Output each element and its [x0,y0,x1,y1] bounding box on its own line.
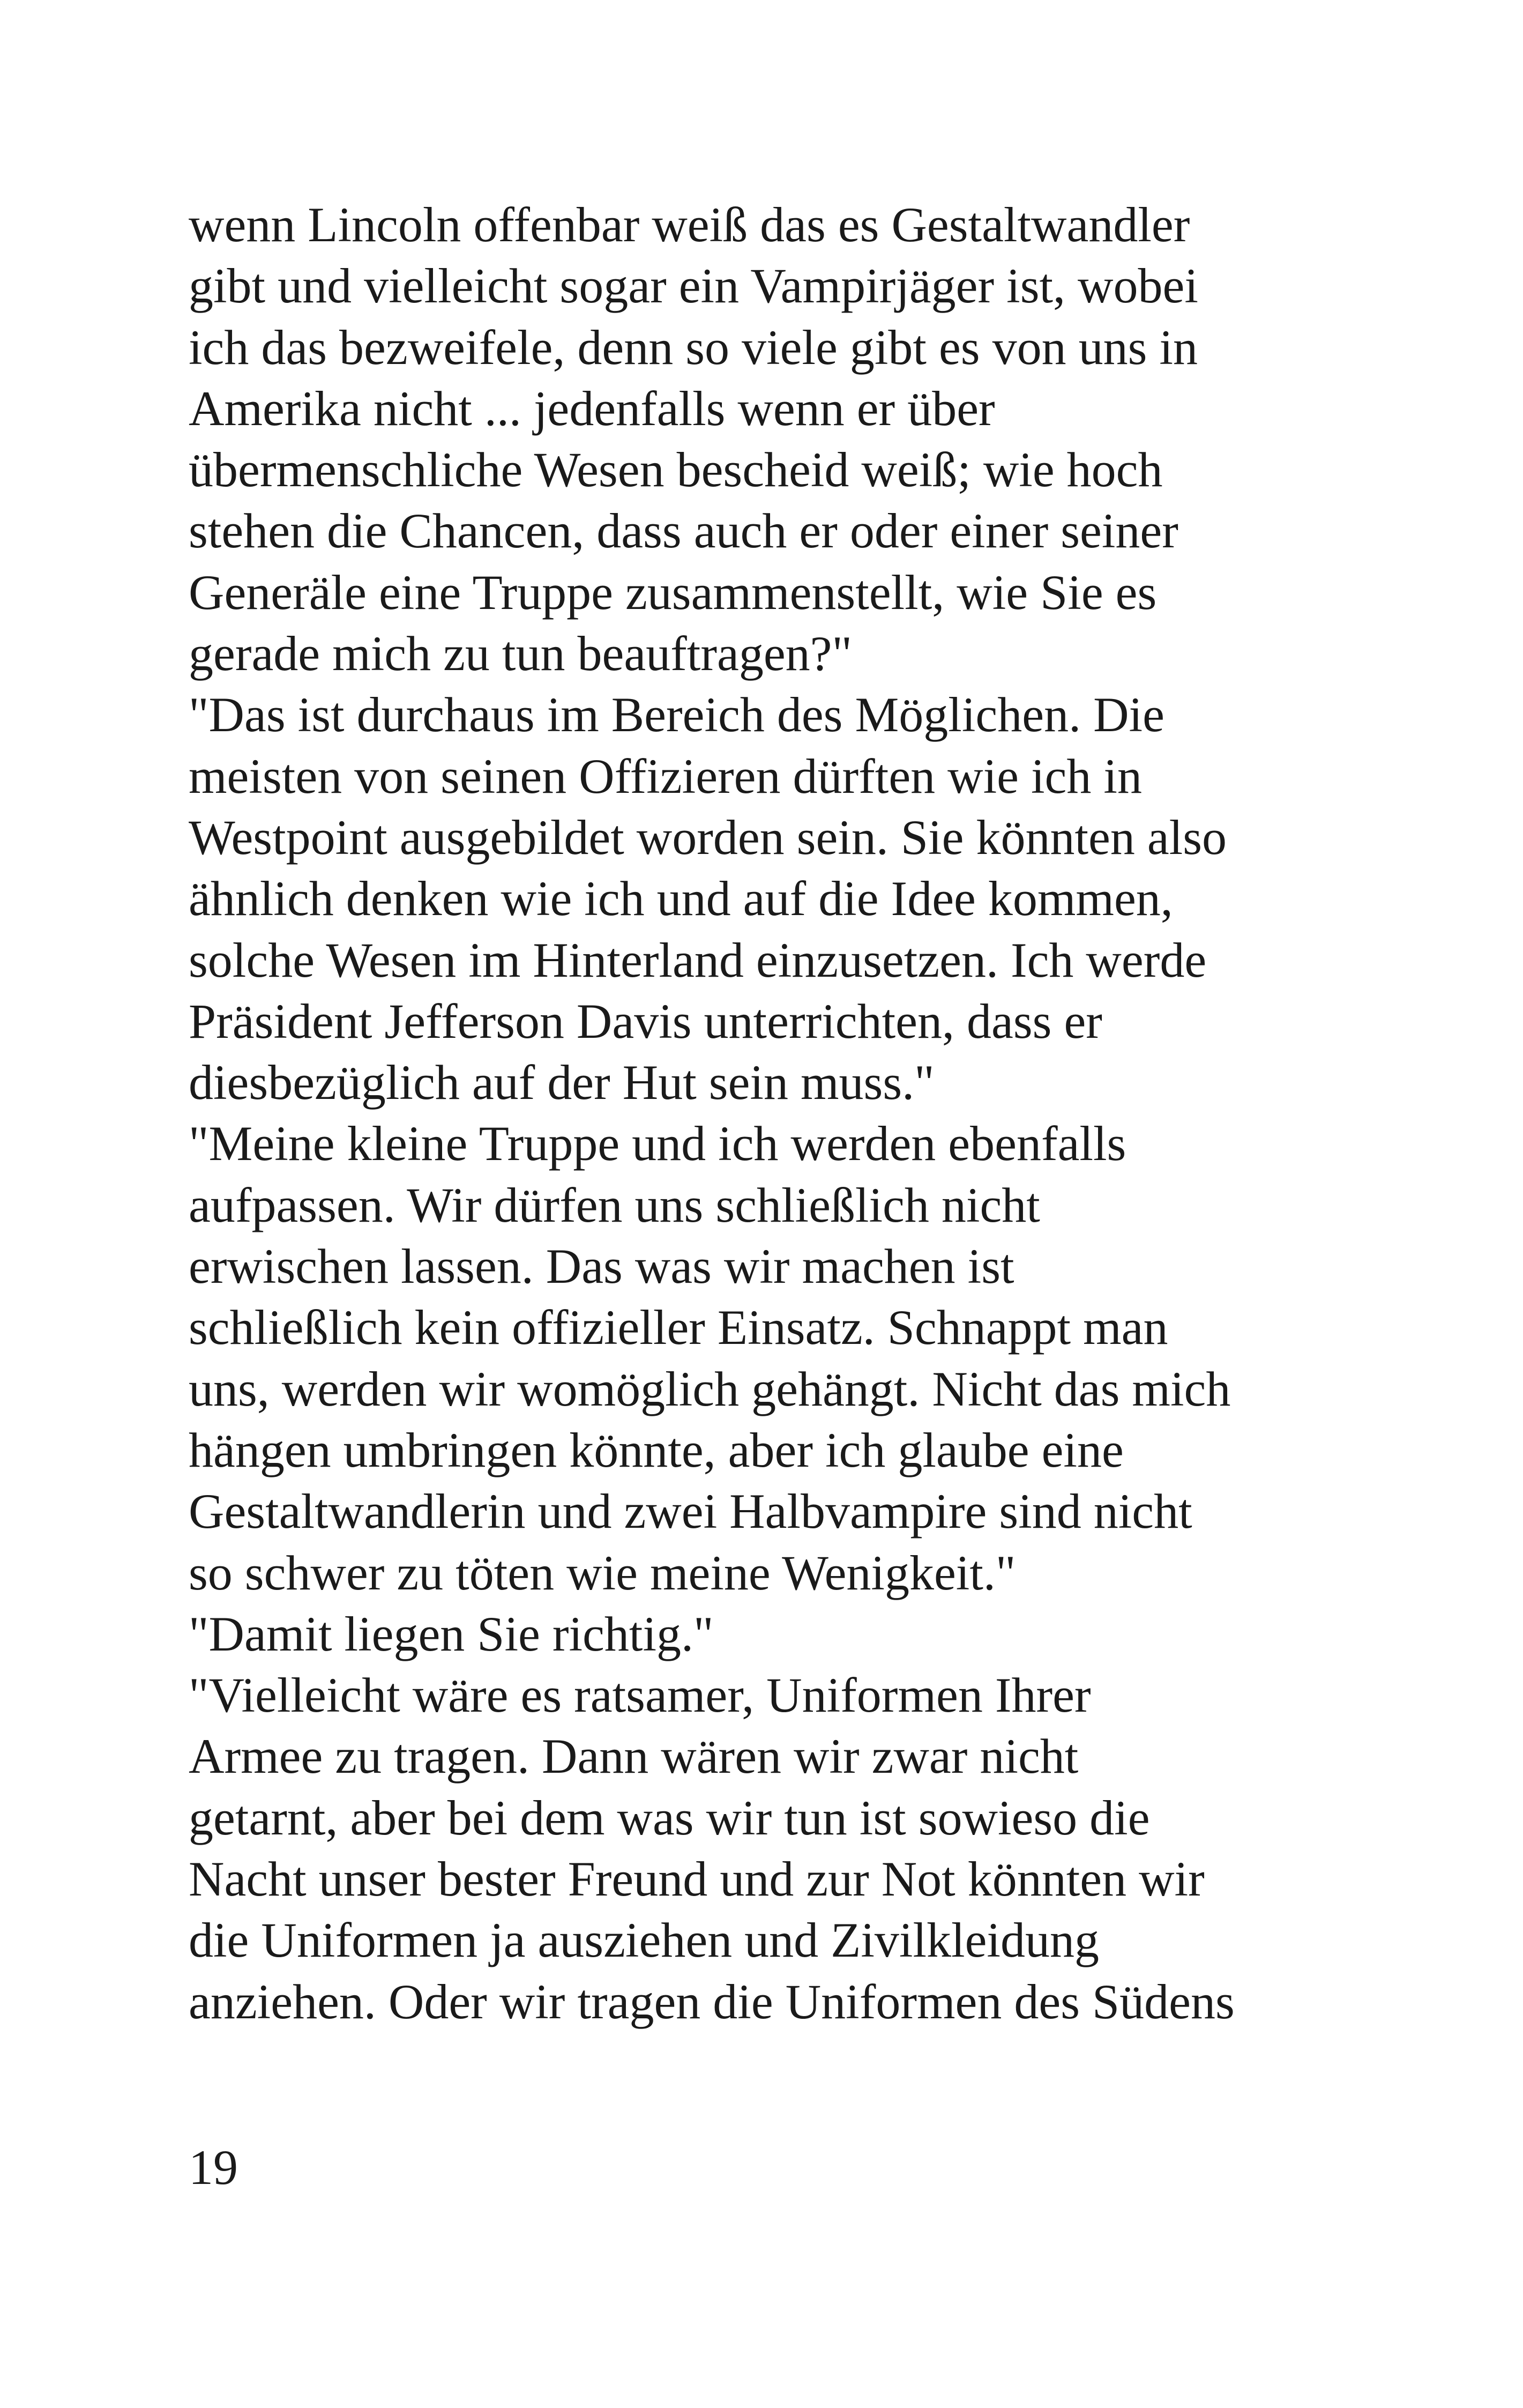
text-line: gibt und vielleicht sogar ein Vampirjäger ist, wobei [189,258,1198,314]
text-line: übermenschliche Wesen bescheid weiß; wie hoch [189,442,1163,497]
text-line: anziehen. Oder wir tragen die Uniformen des Südens [189,1974,1235,2029]
text-line: uns, werden wir womöglich gehängt. Nicht das mich [189,1361,1231,1416]
text-line: gerade mich zu tun beauftragen?" [189,626,853,681]
text-line: so schwer zu töten wie meine Wenigkeit." [189,1545,1016,1600]
text-line: getarnt, aber bei dem was wir tun ist sowieso die [189,1790,1150,1845]
text-line: "Meine kleine Truppe und ich werden ebenfalls [189,1116,1126,1171]
text-line: hängen umbringen könnte, aber ich glaube eine [189,1422,1124,1477]
text-line: solche Wesen im Hinterland einzusetzen. Ich werde [189,932,1207,987]
text-line: aufpassen. Wir dürfen uns schließlich nicht [189,1177,1040,1232]
text-line: "Vielleicht wäre es ratsamer, Uniformen Ihrer [189,1668,1091,1723]
text-line: "Damit liegen Sie richtig." [189,1606,714,1661]
text-line: wenn Lincoln offenbar weiß das es Gestaltwandler [189,197,1190,252]
text-line: "Das ist durchaus im Bereich des Möglichen. Die [189,687,1164,742]
text-line: diesbezüglich auf der Hut sein muss." [189,1055,935,1110]
text-line: Präsident Jefferson Davis unterrichten, dass er [189,993,1102,1049]
text-line: stehen die Chancen, dass auch er oder einer seiner [189,503,1178,559]
text-line: Armee zu tragen. Dann wären wir zwar nicht [189,1729,1079,1784]
text-line: Amerika nicht ... jedenfalls wenn er über [189,381,995,436]
text-line: ich das bezweifele, denn so viele gibt es von uns in [189,319,1198,375]
page-number: 19 [189,2140,238,2195]
text-line: Gestaltwandlerin und zwei Halbvampire sind nicht [189,1484,1192,1539]
text-line: Nacht unser bester Freund und zur Not könnten wir [189,1852,1205,1907]
text-line: Westpoint ausgebildet worden sein. Sie könnten also [189,809,1227,865]
text-line: die Uniformen ja ausziehen und Zivilkleidung [189,1913,1099,1968]
text-line: Generäle eine Truppe zusammenstellt, wie Sie es [189,564,1157,620]
text-line: ähnlich denken wie ich und auf die Idee kommen, [189,871,1173,926]
text-line: schließlich kein offizieller Einsatz. Schnappt man [189,1300,1168,1355]
text-line: erwischen lassen. Das was wir machen ist [189,1239,1014,1294]
body-text [189,194,1389,2032]
text-line: meisten von seinen Offizieren dürften wie ich in [189,748,1142,804]
